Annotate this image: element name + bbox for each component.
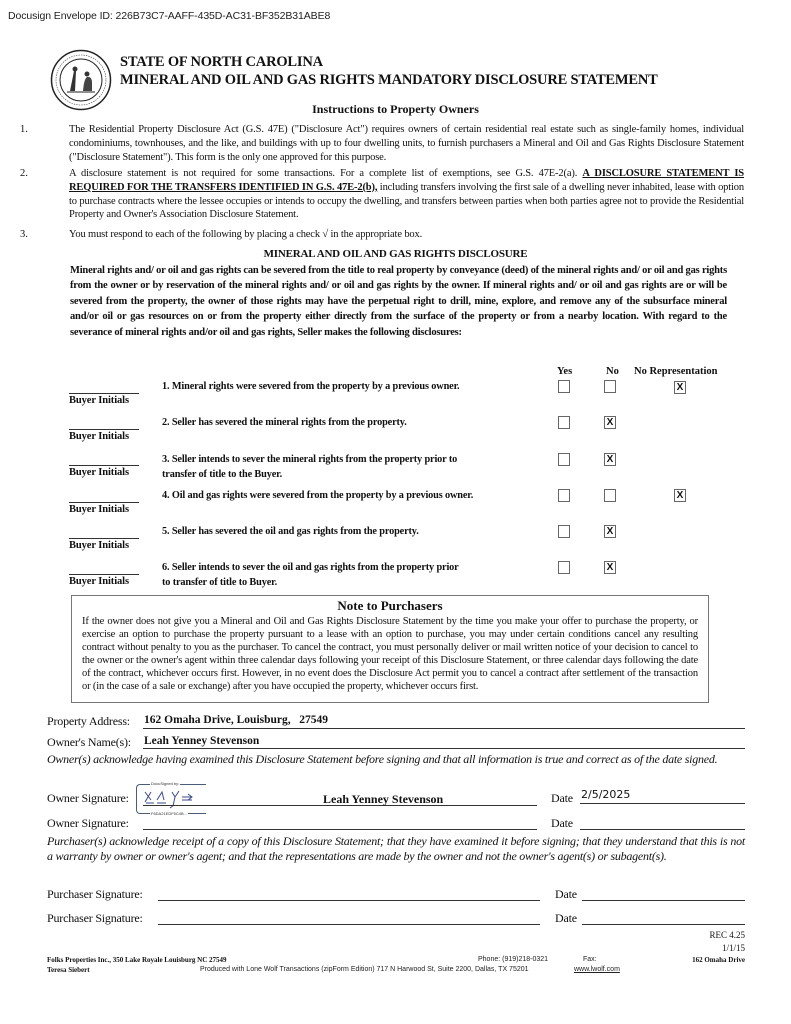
buyer-initials-line[interactable] <box>69 538 139 539</box>
note-title: Note to Purchasers <box>337 598 443 613</box>
footer-agent: Teresa Siebert <box>47 966 90 974</box>
footer-website-link[interactable]: www.lwolf.com <box>574 966 620 973</box>
instruction-number: 1. <box>20 124 28 135</box>
owner-signature-label: Owner Signature: <box>47 816 129 830</box>
property-address-field[interactable] <box>143 715 745 729</box>
purchaser-signature-line-1[interactable] <box>158 887 540 901</box>
buyer-initials-line[interactable] <box>69 393 139 394</box>
buyer-initials-label: Buyer Initials <box>69 540 129 551</box>
owner-acknowledgement: Owner(s) acknowledge having examined this Disclosure Statement before signing and that all information is true and correct as of the date signed. <box>47 752 718 766</box>
buyer-initials-label: Buyer Initials <box>69 504 129 515</box>
owner-signature-line-2[interactable] <box>143 816 537 830</box>
checkbox-yes[interactable] <box>558 525 570 538</box>
footer-brokerage: Folks Properties Inc., 350 Lake Royale Louisburg NC 27549 <box>47 956 227 964</box>
footer-phone: Phone: (919)218-0321 <box>478 956 549 963</box>
question-text-line2: transfer of title to the Buyer. <box>162 469 283 480</box>
note-to-purchasers-box <box>71 595 709 703</box>
question-text: 2. Seller has severed the mineral rights from the property. <box>162 417 407 428</box>
form-revision-date: 1/1/15 <box>721 943 745 953</box>
question-text: 5. Seller has severed the oil and gas rights from the property. <box>162 526 419 537</box>
owner-signature-label: Owner Signature: <box>47 791 129 805</box>
checkbox-yes[interactable] <box>558 453 570 466</box>
column-yes: Yes <box>557 366 573 377</box>
owners-name-label: Owner's Name(s): <box>47 735 131 749</box>
form-title: MINERAL AND OIL AND GAS RIGHTS MANDATORY DISCLOSURE STATEMENT <box>120 72 658 88</box>
property-address-value: 162 Omaha Drive, Louisburg, 27549 <box>144 714 329 726</box>
footer-fax: Fax: <box>583 956 597 963</box>
instruction-1: The Residential Property Disclosure Act (G.S. 47E) ("Disclosure Act") requires owners of certain residential real estate such as single-family homes, individual condominiums, townhouses, and the like, and buildings with up to four dwelling units, to furnish purchasers a Mineral and Oil and Gas Rights Disclosure Statement ("Disclosure Statement"). This form is the only one approved for this purpose. <box>69 124 744 163</box>
owner-signature-printed-name: Leah Yenney Stevenson <box>323 792 444 806</box>
purchaser-signature-line-2[interactable] <box>158 911 540 925</box>
docusigned-by-tag: DocuSigned by: <box>151 781 180 786</box>
question-text-line1: 6. Seller intends to sever the oil and gas rights from the property prior <box>162 562 459 573</box>
footer-property: 162 Omaha Drive <box>692 956 745 964</box>
checkbox-yes[interactable] <box>558 416 570 429</box>
instruction-number: 2. <box>20 168 28 179</box>
form-code: REC 4.25 <box>709 930 745 940</box>
instruction-2-pre: A disclosure statement is not required for some transactions. For a complete list of exemptions, see G.S. 47E-2(a). <box>69 168 583 179</box>
question-text-line1: 3. Seller intends to sever the mineral rights from the property prior to <box>162 454 458 465</box>
buyer-initials-label: Buyer Initials <box>69 395 129 406</box>
instruction-2-emphasis: A DISCLOSURE STATEMENT IS REQUIRED FOR THE TRANSFERS IDENTIFIED IN G.S. 47E-2(b), <box>69 168 744 193</box>
buyer-initials-line[interactable] <box>69 574 139 575</box>
checkbox-yes[interactable] <box>558 380 570 393</box>
owner-signature-line-1[interactable] <box>143 792 537 806</box>
checkbox-yes[interactable] <box>558 489 570 502</box>
purchaser-signature-date-2[interactable] <box>582 911 745 925</box>
checkbox-no[interactable]: X <box>604 453 616 466</box>
owner-signature-date-value: 2/5/2025 <box>581 788 631 801</box>
disclosure-heading: MINERAL AND OIL AND GAS RIGHTS DISCLOSURE <box>263 248 528 260</box>
checkbox-no-representation[interactable]: X <box>674 381 686 394</box>
buyer-initials-label: Buyer Initials <box>69 431 129 442</box>
question-text: 1. Mineral rights were severed from the property by a previous owner. <box>162 381 460 392</box>
note-body: If the owner does not give you a Mineral and Oil and Gas Rights Disclosure Statement by the time you make your offer to purchase the property, or exercise an option to purchase the property pursuant to a lease with an option to purchase, you may under certain conditions cancel any resulting contract without penalty to you as the purchaser. To cancel the contract, you must personally deliver or mail written notice of your decision to cancel to the owner or the owner's agent within three calendar days following your receipt of this Disclosure Statement, or three calendar days following the date of the contract, whichever occurs first. However, in no event does the Disclosure Act permit you to cancel a contract after settlement of the transaction or (in the case of a sale or exchange) after you have occupied the property, whichever occurs first. <box>82 616 698 692</box>
buyer-initials-line[interactable] <box>69 429 139 430</box>
date-label: Date <box>555 887 577 901</box>
footer-produced-by: Produced with Lone Wolf Transactions (zipForm Edition) 717 N Harwood St, Suite 2200, Dallas, TX 75201 <box>200 966 529 973</box>
purchaser-acknowledgement: Purchaser(s) acknowledge receipt of a copy of this Disclosure Statement; that they have examined it before signing; that they understand that this is not a warranty by owner or owner's agent; and that the representations are made by the owner and not the owner's agent(s) or subagent(s). <box>47 834 745 863</box>
question-text: 4. Oil and gas rights were severed from the property by a previous owner. <box>162 490 474 501</box>
date-label: Date <box>555 911 577 925</box>
owner-signature-date-2[interactable] <box>580 816 745 830</box>
purchaser-signature-label: Purchaser Signature: <box>47 911 143 925</box>
checkbox-no-representation[interactable]: X <box>674 489 686 502</box>
checkbox-no[interactable]: X <box>604 525 616 538</box>
instruction-number: 3. <box>20 229 28 240</box>
checkbox-no[interactable]: X <box>604 561 616 574</box>
buyer-initials-line[interactable] <box>69 465 139 466</box>
purchaser-signature-date-1[interactable] <box>582 887 745 901</box>
owner-signature-date-1[interactable] <box>580 790 745 804</box>
question-text-line2: to transfer of title to Buyer. <box>162 577 278 588</box>
checkbox-no[interactable] <box>604 489 616 502</box>
owners-name-field[interactable] <box>143 735 745 749</box>
purchaser-signature-label: Purchaser Signature: <box>47 887 143 901</box>
date-label: Date <box>551 791 573 805</box>
buyer-initials-label: Buyer Initials <box>69 467 129 478</box>
column-no: No <box>606 366 619 377</box>
buyer-initials-label: Buyer Initials <box>69 576 129 587</box>
buyer-initials-line[interactable] <box>69 502 139 503</box>
instruction-3: You must respond to each of the following by placing a check √ in the appropriate box. <box>69 229 423 240</box>
date-label: Date <box>551 816 573 830</box>
instructions-heading: Instructions to Property Owners <box>312 102 479 116</box>
property-address-label: Property Address: <box>47 714 130 728</box>
instruction-2-post: including transfers involving the first sale of a dwelling never inhabited, lease with option to purchase contracts where the lessee occupies or intends to occupy the dwelling, and transfers between parties when both parties agree not to provide the Residential Property and Owner's Association Disclosure Statement. <box>69 181 745 221</box>
disclosure-intro: Mineral rights and/ or oil and gas rights can be severed from the title to real property by conveyance (deed) of the mineral rights and/ or oil and gas rights from the owner or by reservation of the mineral rights and/ or oil and gas rights by the owner. If mineral rights and/ or oil and gas rights are or will be severed from the property, the owner of those rights may have the perpetual right to drill, mine, explore, and remove any of the subsurface mineral and/or oil or gas resources on or from the property either directly from the surface of the property or from a nearby location. With regard to the severance of mineral rights and/or oil and gas rights, Seller makes the following disclosures: <box>70 265 727 338</box>
checkbox-yes[interactable] <box>558 561 570 574</box>
column-no-representation: No Representation <box>634 366 718 377</box>
instruction-2 <box>69 167 744 222</box>
checkbox-no[interactable] <box>604 380 616 393</box>
docusign-envelope-id: Docusign Envelope ID: 226B73C7-AAFF-435D-AC31-BF352B31ABE8 <box>8 10 331 22</box>
docusign-id-tag: F6DA21EDF5C4B... <box>151 811 188 816</box>
owners-name-value: Leah Yenney Stevenson <box>144 735 260 747</box>
form-title-state: STATE OF NORTH CAROLINA <box>120 54 323 70</box>
checkbox-no[interactable]: X <box>604 416 616 429</box>
